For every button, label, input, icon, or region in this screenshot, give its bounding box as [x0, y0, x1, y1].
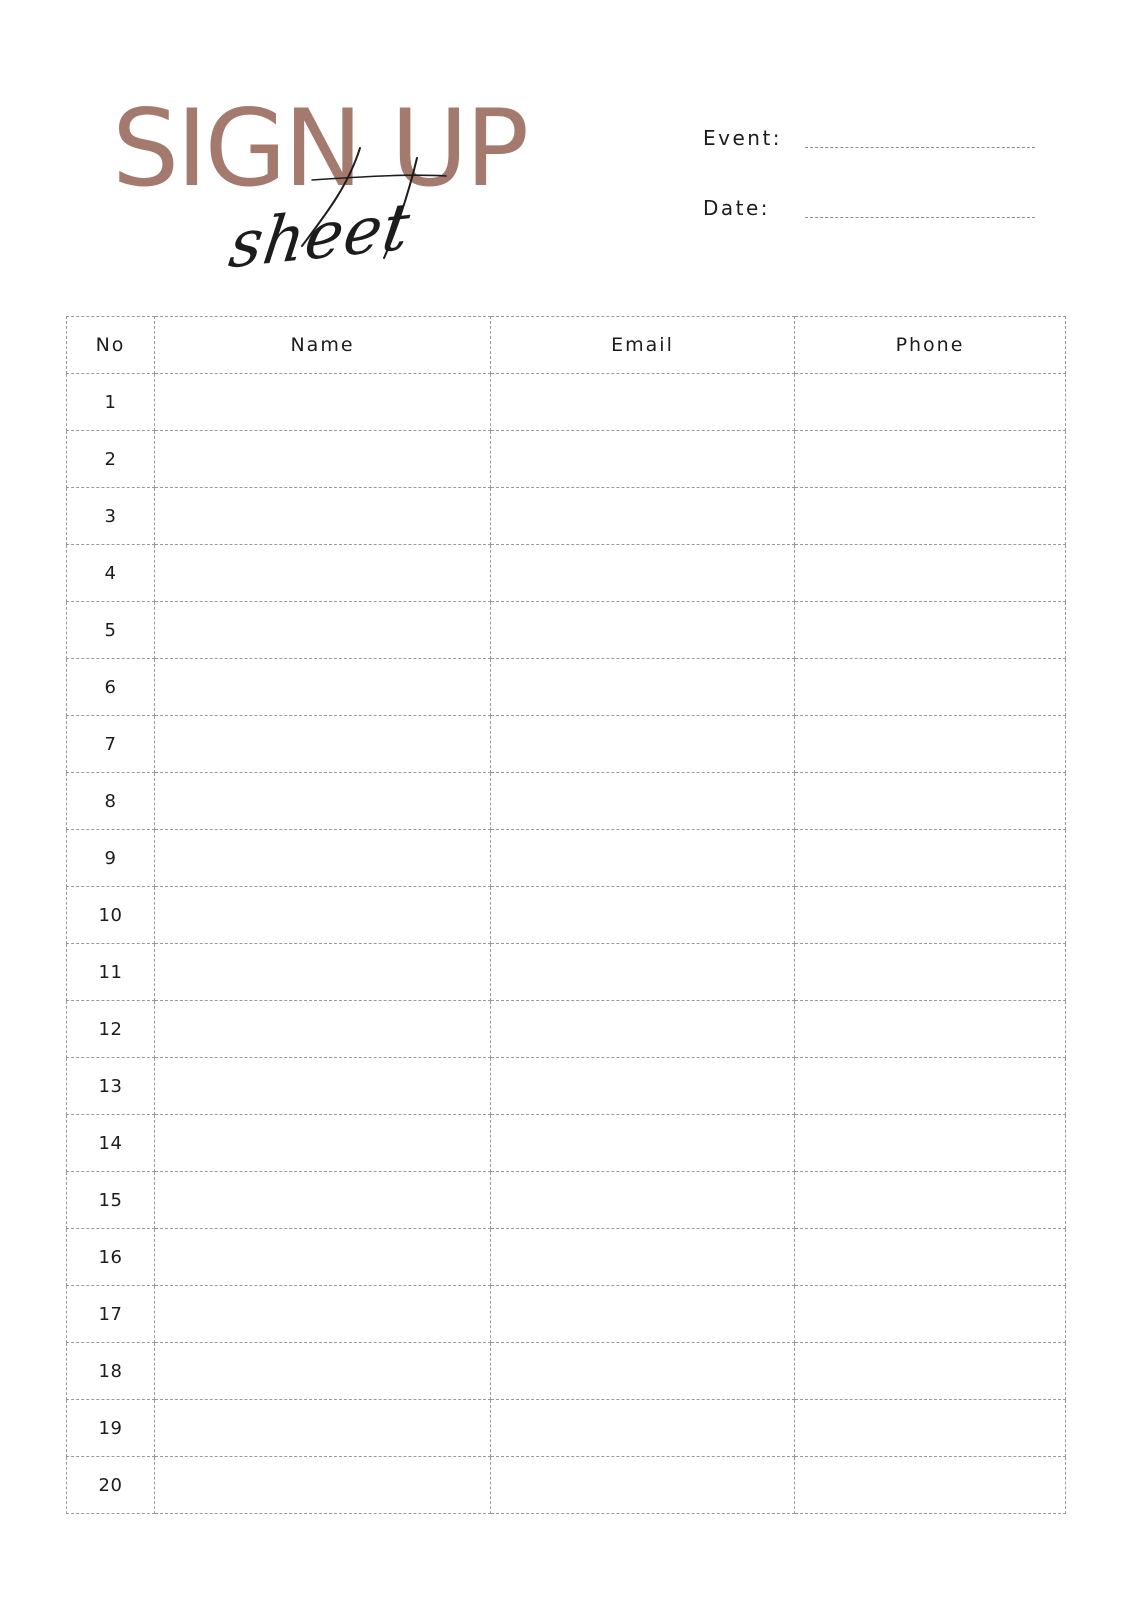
- table-row: [67, 1172, 1066, 1229]
- email-cell[interactable]: [491, 1400, 795, 1457]
- email-cell[interactable]: [491, 830, 795, 887]
- phone-cell[interactable]: [795, 944, 1066, 1001]
- name-cell[interactable]: [155, 431, 491, 488]
- name-cell[interactable]: [155, 1115, 491, 1172]
- row-number-cell: 1: [67, 374, 155, 431]
- event-input-line[interactable]: [805, 147, 1035, 148]
- phone-cell[interactable]: [795, 1115, 1066, 1172]
- name-cell[interactable]: [155, 773, 491, 830]
- row-number-cell: 8: [67, 773, 155, 830]
- table-row: [67, 830, 1066, 887]
- table-row: [67, 1400, 1066, 1457]
- email-cell[interactable]: [491, 1001, 795, 1058]
- table-row: [67, 1457, 1066, 1514]
- table-header-row: [67, 317, 1066, 374]
- row-number-cell: 16: [67, 1229, 155, 1286]
- email-cell[interactable]: [491, 1058, 795, 1115]
- row-number-cell: 7: [67, 716, 155, 773]
- phone-cell[interactable]: [795, 773, 1066, 830]
- email-cell[interactable]: [491, 1115, 795, 1172]
- row-number-cell: 5: [67, 602, 155, 659]
- email-cell[interactable]: [491, 887, 795, 944]
- phone-cell[interactable]: [795, 1058, 1066, 1115]
- phone-cell[interactable]: [795, 716, 1066, 773]
- table-row: [67, 659, 1066, 716]
- flourish-crossbar: [312, 175, 446, 180]
- table-row: [67, 773, 1066, 830]
- table-row: [67, 1343, 1066, 1400]
- row-number-cell: 10: [67, 887, 155, 944]
- name-cell[interactable]: [155, 1286, 491, 1343]
- email-cell[interactable]: [491, 545, 795, 602]
- name-cell[interactable]: [155, 602, 491, 659]
- phone-cell[interactable]: [795, 431, 1066, 488]
- name-cell[interactable]: [155, 374, 491, 431]
- name-cell[interactable]: [155, 1058, 491, 1115]
- phone-cell[interactable]: [795, 830, 1066, 887]
- table-row: [67, 887, 1066, 944]
- name-cell[interactable]: [155, 887, 491, 944]
- event-label: Event:: [703, 126, 783, 150]
- name-cell[interactable]: [155, 830, 491, 887]
- title-block: [112, 87, 572, 284]
- name-cell[interactable]: [155, 659, 491, 716]
- row-number-cell: 3: [67, 488, 155, 545]
- table-row: [67, 716, 1066, 773]
- row-number-cell: 9: [67, 830, 155, 887]
- row-number-cell: 11: [67, 944, 155, 1001]
- name-cell[interactable]: [155, 1400, 491, 1457]
- row-number-cell: 19: [67, 1400, 155, 1457]
- phone-cell[interactable]: [795, 1172, 1066, 1229]
- phone-cell[interactable]: [795, 1001, 1066, 1058]
- email-cell[interactable]: [491, 716, 795, 773]
- row-number-cell: 20: [67, 1457, 155, 1514]
- table-row: [67, 545, 1066, 602]
- table-row: [67, 374, 1066, 431]
- row-number-cell: 12: [67, 1001, 155, 1058]
- email-cell[interactable]: [491, 374, 795, 431]
- title-sign-up: SIGN UP: [112, 87, 527, 210]
- row-number-cell: 6: [67, 659, 155, 716]
- header-name: Name: [155, 317, 491, 374]
- row-number-cell: 4: [67, 545, 155, 602]
- name-cell[interactable]: [155, 1172, 491, 1229]
- sign-up-table: [66, 316, 1066, 1514]
- email-cell[interactable]: [491, 1229, 795, 1286]
- date-label: Date:: [703, 196, 771, 220]
- email-cell[interactable]: [491, 1172, 795, 1229]
- table-row: [67, 944, 1066, 1001]
- phone-cell[interactable]: [795, 1457, 1066, 1514]
- header-email: Email: [491, 317, 795, 374]
- phone-cell[interactable]: [795, 1229, 1066, 1286]
- phone-cell[interactable]: [795, 488, 1066, 545]
- date-field[interactable]: [703, 192, 1043, 228]
- event-field[interactable]: [703, 122, 1043, 158]
- table-row: [67, 488, 1066, 545]
- name-cell[interactable]: [155, 545, 491, 602]
- phone-cell[interactable]: [795, 1400, 1066, 1457]
- table-row: [67, 431, 1066, 488]
- table-row: [67, 602, 1066, 659]
- name-cell[interactable]: [155, 944, 491, 1001]
- row-number-cell: 13: [67, 1058, 155, 1115]
- row-number-cell: 2: [67, 431, 155, 488]
- email-cell[interactable]: [491, 1457, 795, 1514]
- email-cell[interactable]: [491, 602, 795, 659]
- row-number-cell: 17: [67, 1286, 155, 1343]
- email-cell[interactable]: [491, 944, 795, 1001]
- name-cell[interactable]: [155, 488, 491, 545]
- table-row: [67, 1229, 1066, 1286]
- table-row: [67, 1058, 1066, 1115]
- title-sheet-script: sheet: [224, 189, 415, 284]
- phone-cell[interactable]: [795, 659, 1066, 716]
- email-cell[interactable]: [491, 431, 795, 488]
- email-cell[interactable]: [491, 488, 795, 545]
- email-cell[interactable]: [491, 659, 795, 716]
- row-number-cell: 18: [67, 1343, 155, 1400]
- row-number-cell: 14: [67, 1115, 155, 1172]
- date-input-line[interactable]: [805, 217, 1035, 218]
- name-cell[interactable]: [155, 1343, 491, 1400]
- table-row: [67, 1001, 1066, 1058]
- name-cell[interactable]: [155, 1457, 491, 1514]
- header-phone: Phone: [795, 317, 1066, 374]
- name-cell[interactable]: [155, 1229, 491, 1286]
- phone-cell[interactable]: [795, 1286, 1066, 1343]
- email-cell[interactable]: [491, 1343, 795, 1400]
- table-row: [67, 1286, 1066, 1343]
- table-row: [67, 1115, 1066, 1172]
- email-cell[interactable]: [491, 1286, 795, 1343]
- header-no: No: [67, 317, 155, 374]
- row-number-cell: 15: [67, 1172, 155, 1229]
- email-cell[interactable]: [491, 773, 795, 830]
- phone-cell[interactable]: [795, 602, 1066, 659]
- phone-cell[interactable]: [795, 374, 1066, 431]
- phone-cell[interactable]: [795, 1343, 1066, 1400]
- phone-cell[interactable]: [795, 887, 1066, 944]
- name-cell[interactable]: [155, 1001, 491, 1058]
- name-cell[interactable]: [155, 716, 491, 773]
- phone-cell[interactable]: [795, 545, 1066, 602]
- table-body: [67, 374, 1066, 1514]
